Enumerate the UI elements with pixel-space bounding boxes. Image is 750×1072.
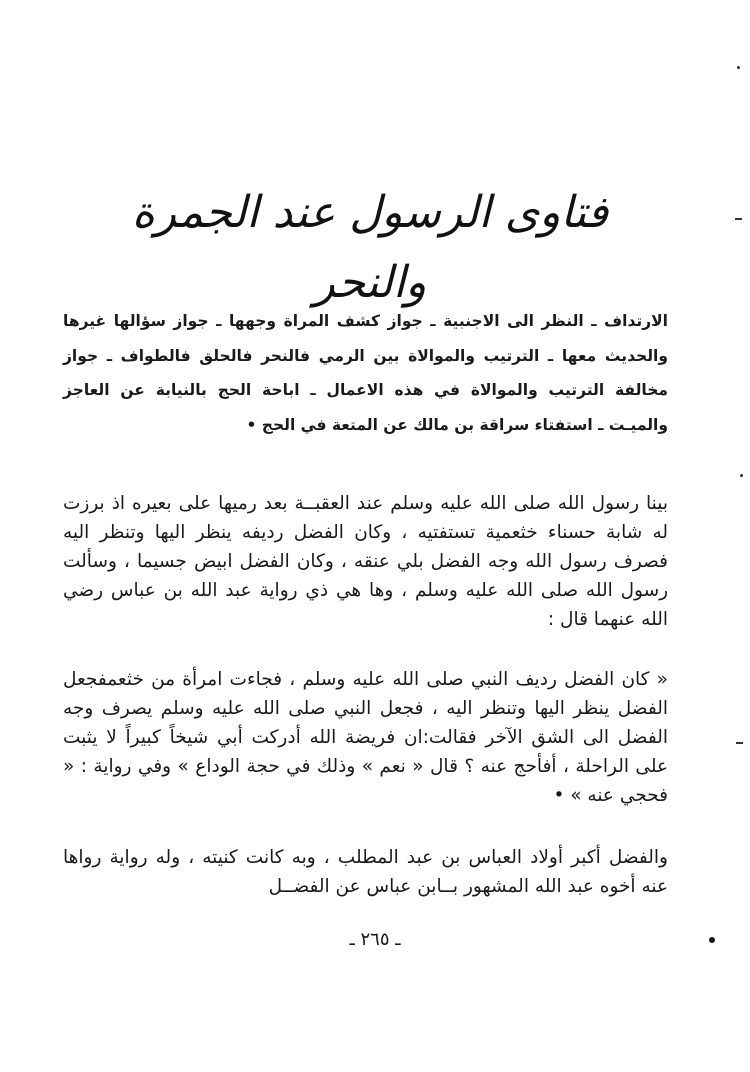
chapter-title: فتاوى الرسول عند الجمرة والنحر [131,187,609,308]
margin-dot [740,474,743,477]
paragraph-3: والفضل أكبر أولاد العباس بن عبد المطلب ، وبه كانت كنيته ، وله رواية رواها عنه أخوه عبد الله المشهور بــابن عباس عن الفضــل [63,847,668,897]
margin-mark [736,742,743,744]
paragraph-2: « كان الفضل رديف النبي صلى الله عليه وسلم ، فجاءت امرأة من خثعمفجعل الفضل ينظر اليها وتنظر اليه ، فجعل النبي صلى الله عليه وسلم يصرف وجه الفضل الى الشق الآخر فقالت:ان فريضة الله أدركت أبي شيخاً كبيراً لا يثبت على الراحلة ، أفأحج عنه ؟ قال « نعم » وذلك في حجة الوداع » وفي رواية : « فحجي عنه » • [63,669,668,806]
paragraph-1: بينا رسول الله صلى الله عليه وسلم عند العقبــة بعد رميها على بعيره اذ برزت له شابة حسناء خثعمية تستفتيه ، وكان الفضل رديفه ينظر اليها وتنظر اليه فصرف رسول الله وجه الفضل بلي عنقه ، وكان الفضل ابيض جسيما ، وسألت رسول الله صلى الله عليه وسلم ، وها هي ذي رواية عبد الله بن عباس رضي الله عنهما قال : [63,493,668,630]
margin-dot [709,937,715,943]
page-number: ـ ٢٦٥ ـ [349,929,401,950]
margin-mark [735,218,742,220]
margin-dot [737,66,740,69]
chapter-summary: الارتداف ـ النظر الى الاجنبية ـ جواز كشف المراة وجهها ـ جواز سؤالها غيرها والحديث معها ـ الترتيب والموالاة بين الرمي فالنحر فالحلق فالطواف ـ جواز مخالفة الترتيب والموالاة في هذه الاعمال ـ اباحة الحج بالنيابة عن العاجز والميـت ـ استفتاء سراقة بن مالك عن المتعة في الحج • [63,312,668,434]
